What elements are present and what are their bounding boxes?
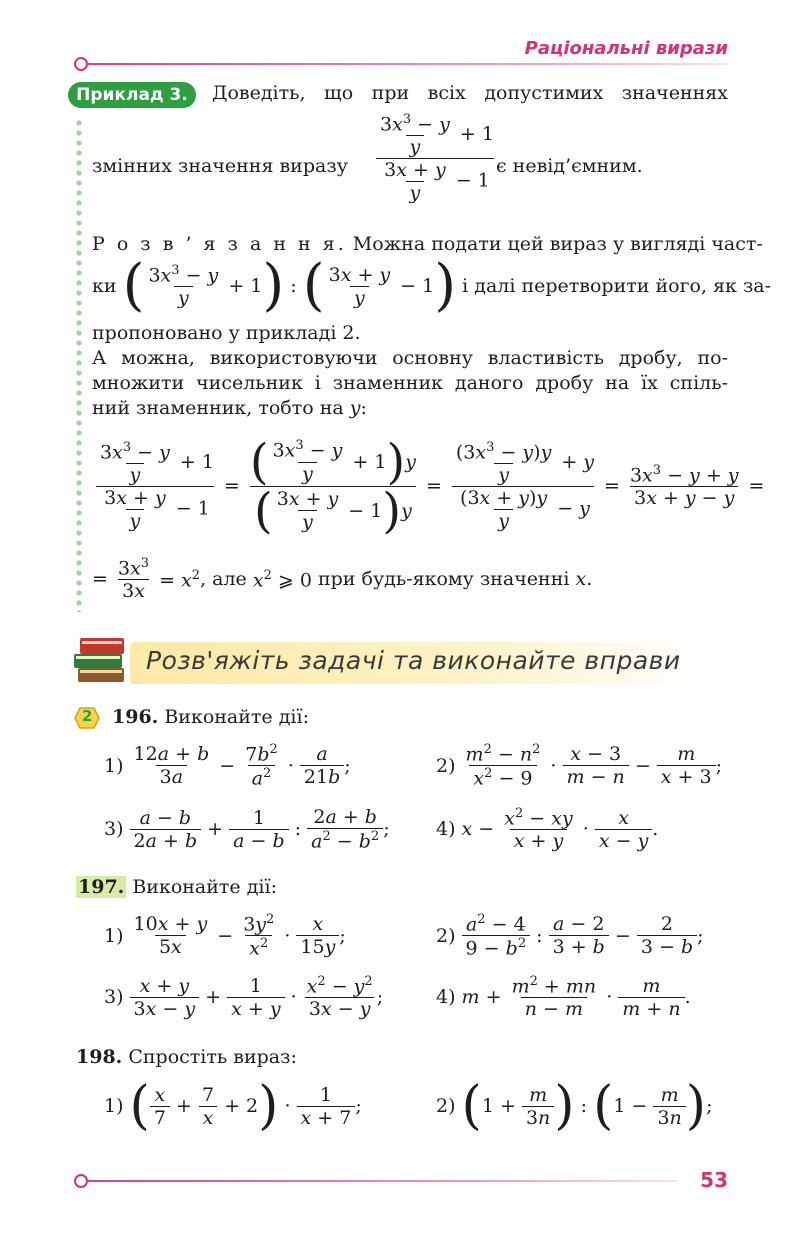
example-badge: Приклад 3. xyxy=(68,82,196,108)
exercise-196-3: 3) a − b 2a + b + 1 a − b : 2a + b $a^2 - b^2$ ; xyxy=(104,806,390,853)
example-fraction: $\frac{3x^3 - y}{y}$ + 1 $\frac{3x + y}{y}$ − 1 xyxy=(372,112,498,204)
exercise-198-header: 198. Спростіть вираз: xyxy=(76,1046,297,1068)
exercise-196-2: 2) $m^2 - n^2$ $x^2 - 9$ · x − 3 m − n − m x + 3 ; xyxy=(436,742,723,790)
exercise-198-1: 1) ( x 7 + 7 x + 2 ) · 1 x + 7 ; xyxy=(104,1076,362,1136)
exercise-197-header: 197. Виконайте дії: xyxy=(78,876,277,898)
running-title: Раціональні вирази xyxy=(524,38,728,59)
exercise-197-4: 4) m + $m^2$ + mn n − m · m m + n . xyxy=(436,974,691,1021)
solution-line-1: Р о з в ’ я з а н н я. Можна подати цей вираз у вигляді част- xyxy=(92,233,763,255)
solution-line-5: множити чисельник і знаменник даного дробу на їх спіль- xyxy=(92,372,728,394)
level-number: 2 xyxy=(82,707,93,725)
dotted-margin xyxy=(76,118,82,612)
footer-rule-start xyxy=(74,1174,88,1188)
equation-final: = $\frac{3x^3}{3x}$ = $x^2$ , але $x^2$ ⩾ 0 при будь-якому значенні x . xyxy=(92,556,593,603)
page-number: 53 xyxy=(700,1168,728,1192)
exercise-197-2: 2) $a^2 - 4$ $9 - b^2$ : a − 2 3 + b − 2 3 − b ; xyxy=(436,912,704,960)
exercise-197-1: 1) 10x + y 5x − $3y^2$ $x^2$ · x 15y ; xyxy=(104,912,346,960)
header-rule-start xyxy=(74,57,88,71)
exercise-196-header: 196. Виконайте дії: xyxy=(112,706,309,728)
solution-line-4: А можна, використовуючи основну властивість дробу, по- xyxy=(92,347,728,369)
footer-rule xyxy=(88,1180,678,1182)
solution-line-2: ки ( $\frac{3x^3 - y}{y}$ + 1) : ( $\frac{3x + y}{y}$ − 1) і далі перетворити його, як за- xyxy=(92,253,772,318)
books-icon xyxy=(72,632,132,688)
solution-line-6: ний знаменник, тобто на y: xyxy=(92,397,367,419)
exercise-198-2: 2) ( 1 + m 3n ) : ( 1 − m 3n ) ; xyxy=(436,1076,713,1136)
exercise-197-3: 3) x + y 3x − y + 1 x + y · $x^2 - y^2$ 3x − y ; xyxy=(104,974,384,1021)
solution-line-3: пропоновано у прикладі 2. xyxy=(92,322,361,344)
section-title: Розв'яжіть задачі та виконайте вправи xyxy=(146,646,681,675)
equation-chain: $\frac{3x^3 - y}{y}$ + 1 $\frac{3x + y}{y}$ − 1 = ( $\frac{3x^3 - y}{y}$ + 1)y ( $\frac{3x + y}{y}$ − 1)y = $\frac{(3x^3 - y)y}{y}$ + y $\frac{(3x + y)y}{y}$ − y = $\frac{3x^3 - y + y}{3x + y - y}$ = xyxy=(92,424,770,548)
exercise-196-4: 4) x − $x^2$ − xy x + y · x x − y . xyxy=(436,806,659,853)
header-rule xyxy=(88,63,728,65)
exercise-196-1: 1) 12a + b 3a − $7b^2$ $a^2$ · a 21b ; xyxy=(104,742,351,790)
example-line-1: Доведіть, що при всіх допустимих значеннях xyxy=(212,82,728,104)
